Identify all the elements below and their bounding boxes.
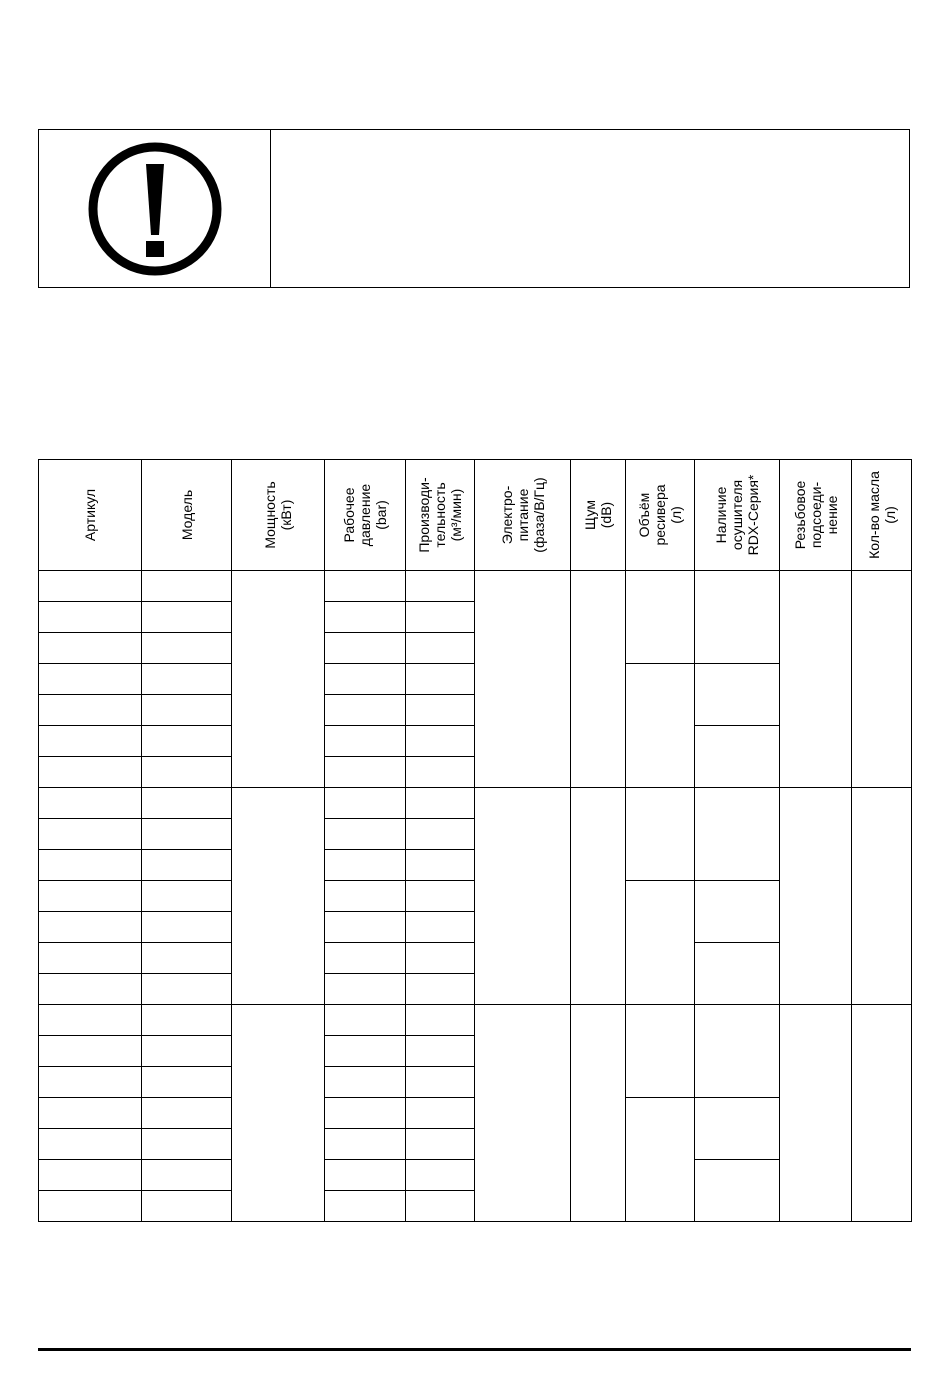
specifications-table xyxy=(38,459,912,1222)
cell-model xyxy=(142,943,232,974)
cell-thread-connection xyxy=(780,788,852,1005)
header-article: Артикул xyxy=(39,460,142,571)
cell-article xyxy=(39,943,142,974)
cell-model xyxy=(142,974,232,1005)
cell-dryer xyxy=(695,571,780,664)
cell-model xyxy=(142,788,232,819)
cell-receiver-volume xyxy=(626,788,695,881)
cell-working-pressure xyxy=(325,1098,406,1129)
cell-model xyxy=(142,881,232,912)
cell-article xyxy=(39,664,142,695)
header-model: Модель xyxy=(142,460,232,571)
cell-working-pressure xyxy=(325,633,406,664)
cell-model xyxy=(142,571,232,602)
cell-capacity xyxy=(406,602,475,633)
cell-capacity xyxy=(406,1067,475,1098)
cell-capacity xyxy=(406,1129,475,1160)
cell-article xyxy=(39,974,142,1005)
cell-dryer xyxy=(695,664,780,726)
cell-thread-connection xyxy=(780,1005,852,1222)
table-header-row xyxy=(39,460,912,571)
cell-article xyxy=(39,726,142,757)
cell-capacity xyxy=(406,788,475,819)
warning-box xyxy=(38,129,910,288)
cell-capacity xyxy=(406,633,475,664)
footer-rule xyxy=(38,1348,911,1351)
cell-dryer xyxy=(695,881,780,943)
cell-model xyxy=(142,850,232,881)
header-oil-amount: Кол-во масла (л) xyxy=(852,460,912,571)
cell-oil-amount xyxy=(852,571,912,788)
cell-dryer xyxy=(695,788,780,881)
cell-dryer xyxy=(695,1005,780,1098)
cell-capacity xyxy=(406,1191,475,1222)
cell-receiver-volume xyxy=(626,1098,695,1222)
cell-capacity xyxy=(406,757,475,788)
cell-working-pressure xyxy=(325,664,406,695)
cell-article xyxy=(39,602,142,633)
header-noise: Щум (dB) xyxy=(571,460,626,571)
cell-model xyxy=(142,602,232,633)
cell-dryer xyxy=(695,726,780,788)
header-working-pressure: Рабочее давление (bar) xyxy=(325,460,406,571)
cell-capacity xyxy=(406,943,475,974)
cell-working-pressure xyxy=(325,1191,406,1222)
cell-working-pressure xyxy=(325,912,406,943)
exclamation-circle-icon xyxy=(88,142,222,276)
cell-model xyxy=(142,695,232,726)
header-power: Мощность (кВт) xyxy=(232,460,325,571)
cell-power xyxy=(232,1005,325,1222)
cell-article xyxy=(39,1160,142,1191)
header-thread-connection: Резьбовое подсоеди- нение xyxy=(780,460,852,571)
cell-capacity xyxy=(406,912,475,943)
cell-capacity xyxy=(406,1005,475,1036)
cell-model xyxy=(142,1129,232,1160)
header-power-supply: Электро- питание (фаза/В/Гц) xyxy=(475,460,571,571)
cell-power-supply xyxy=(475,788,571,1005)
header-dryer: Наличие осушителя RDX-Серия* xyxy=(695,460,780,571)
cell-noise xyxy=(571,788,626,1005)
cell-working-pressure xyxy=(325,1067,406,1098)
cell-working-pressure xyxy=(325,974,406,1005)
cell-model xyxy=(142,1036,232,1067)
cell-article xyxy=(39,1098,142,1129)
cell-receiver-volume xyxy=(626,571,695,664)
header-receiver-volume: Объём ресивера (л) xyxy=(626,460,695,571)
cell-model xyxy=(142,1098,232,1129)
cell-power xyxy=(232,571,325,788)
cell-article xyxy=(39,788,142,819)
cell-article xyxy=(39,850,142,881)
cell-oil-amount xyxy=(852,1005,912,1222)
cell-working-pressure xyxy=(325,1129,406,1160)
cell-capacity xyxy=(406,1036,475,1067)
cell-model xyxy=(142,633,232,664)
cell-working-pressure xyxy=(325,850,406,881)
cell-capacity xyxy=(406,1098,475,1129)
table-row xyxy=(39,1005,912,1036)
cell-working-pressure xyxy=(325,602,406,633)
cell-article xyxy=(39,881,142,912)
cell-model xyxy=(142,912,232,943)
cell-capacity xyxy=(406,695,475,726)
cell-dryer xyxy=(695,1160,780,1222)
warning-text xyxy=(271,130,909,287)
table-body xyxy=(39,571,912,1222)
cell-article xyxy=(39,633,142,664)
cell-model xyxy=(142,1067,232,1098)
cell-working-pressure xyxy=(325,819,406,850)
cell-model xyxy=(142,664,232,695)
cell-working-pressure xyxy=(325,788,406,819)
table-row xyxy=(39,571,912,602)
cell-article xyxy=(39,1191,142,1222)
cell-article xyxy=(39,1005,142,1036)
cell-thread-connection xyxy=(780,571,852,788)
cell-power-supply xyxy=(475,1005,571,1222)
cell-model xyxy=(142,1005,232,1036)
cell-oil-amount xyxy=(852,788,912,1005)
cell-capacity xyxy=(406,571,475,602)
cell-working-pressure xyxy=(325,1160,406,1191)
cell-article xyxy=(39,1129,142,1160)
cell-working-pressure xyxy=(325,726,406,757)
cell-working-pressure xyxy=(325,1005,406,1036)
cell-receiver-volume xyxy=(626,881,695,1005)
cell-capacity xyxy=(406,881,475,912)
cell-capacity xyxy=(406,974,475,1005)
cell-model xyxy=(142,757,232,788)
cell-capacity xyxy=(406,819,475,850)
cell-model xyxy=(142,1160,232,1191)
cell-power-supply xyxy=(475,571,571,788)
cell-receiver-volume xyxy=(626,664,695,788)
cell-article xyxy=(39,695,142,726)
cell-article xyxy=(39,819,142,850)
cell-dryer xyxy=(695,1098,780,1160)
cell-capacity xyxy=(406,850,475,881)
warning-icon-cell xyxy=(39,130,271,287)
header-capacity: Производи- тельность (м³/мин) xyxy=(406,460,475,571)
cell-noise xyxy=(571,1005,626,1222)
cell-article xyxy=(39,1067,142,1098)
cell-capacity xyxy=(406,664,475,695)
table-row xyxy=(39,788,912,819)
cell-working-pressure xyxy=(325,881,406,912)
cell-article xyxy=(39,571,142,602)
cell-noise xyxy=(571,571,626,788)
cell-working-pressure xyxy=(325,757,406,788)
cell-model xyxy=(142,819,232,850)
cell-working-pressure xyxy=(325,695,406,726)
cell-dryer xyxy=(695,943,780,1005)
cell-working-pressure xyxy=(325,571,406,602)
cell-working-pressure xyxy=(325,1036,406,1067)
cell-model xyxy=(142,726,232,757)
cell-working-pressure xyxy=(325,943,406,974)
cell-article xyxy=(39,757,142,788)
cell-article xyxy=(39,1036,142,1067)
cell-capacity xyxy=(406,1160,475,1191)
cell-article xyxy=(39,912,142,943)
cell-receiver-volume xyxy=(626,1005,695,1098)
cell-model xyxy=(142,1191,232,1222)
cell-power xyxy=(232,788,325,1005)
cell-capacity xyxy=(406,726,475,757)
